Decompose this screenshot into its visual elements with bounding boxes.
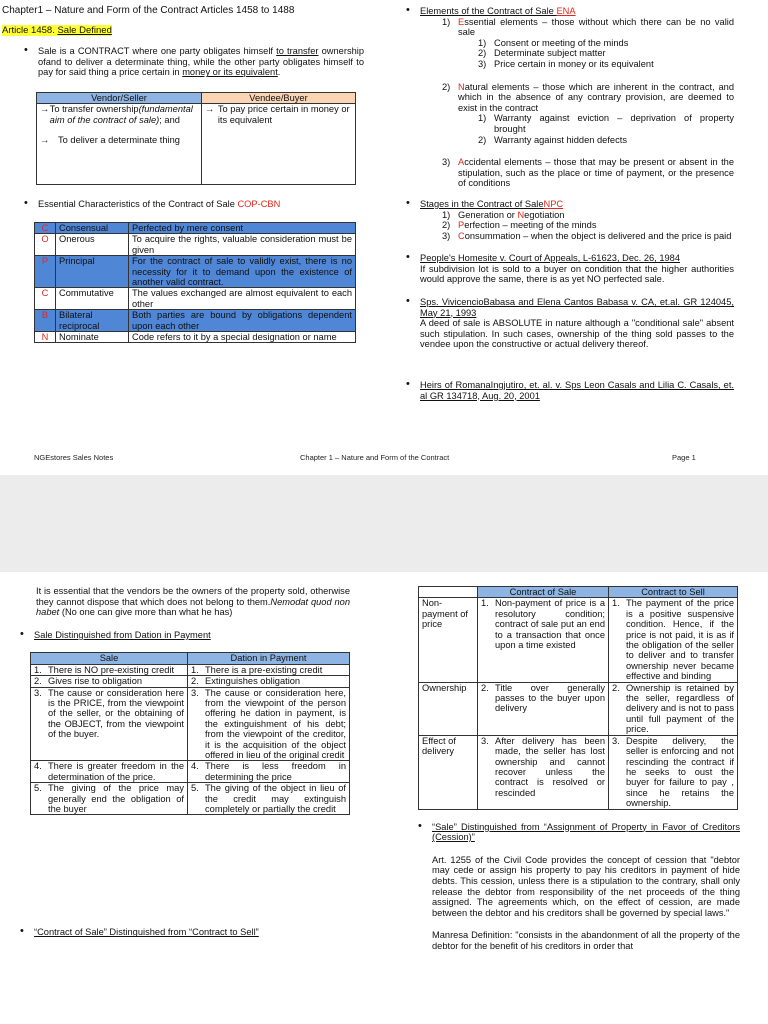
- element-item: 1) Warranty against eviction – deprivation of property brought: [478, 113, 734, 134]
- vendor-header: Vendor/Seller: [37, 92, 202, 103]
- cts-sell-cell: 2. Ownership is retained by the seller, regardless of delivery and is not to pass until full payment of the price.: [609, 682, 738, 735]
- element-item: 3) Price certain in money or its equivalent: [478, 58, 654, 69]
- article-heading: Article 1458. Sale Defined: [2, 24, 112, 36]
- vendor-vendee-table: [36, 92, 356, 185]
- case-babasa: • Sps. VivicencioBabasa and Elena Cantos Babasa v. CA, et.al. GR 124045, May 21, 1993 A deed of sale is ABSOLUTE in nature although a "conditional sale" absent such stipulation. In such cases, ownership of the thing sold passes to the vendee upon the constructive or actual delivery thereof.: [406, 297, 734, 350]
- sale-cell: 4. There is greater freedom in the determination of the price.: [31, 761, 188, 783]
- dation-row: [31, 761, 350, 783]
- sale-definition: • Sale is a CONTRACT where one party obligates himself to transfer ownership ofand to deliver a determinate thing, while the other party obligates himself to pay for said thing a price certain in money or its equivalent.: [24, 46, 364, 78]
- element-item: 2) Warranty against hidden defects: [478, 134, 627, 145]
- dation-row: [31, 783, 350, 815]
- case-2-link[interactable]: • Sps. VivicencioBabasa and Elena Cantos Babasa v. CA, et.al. GR 124045, May 21, 1993: [420, 297, 734, 318]
- sale-cell: 3. The cause or consideration here is the PRICE, from the viewpoint of the seller, or the obtaining of the OBJECT, from the viewpoint of the buyer.: [31, 687, 188, 761]
- char-name: Commutative: [56, 288, 129, 310]
- char-letter: O: [35, 234, 56, 256]
- dation-cell: 4. There is less freedom in determining the price: [188, 761, 350, 783]
- char-letter: C: [35, 222, 56, 233]
- dation-col-dation: Dation in Payment: [188, 653, 350, 664]
- element-item: 2) Determinate subject matter: [478, 48, 606, 59]
- characteristic-row: [35, 234, 356, 256]
- chapter-title: Chapter1 – Nature and Form of the Contract Articles 1458 to 1488: [2, 5, 295, 16]
- vendee-obligations: → To pay price certain in money or its equivalent: [202, 104, 356, 185]
- cts-sale-cell: 1. Non-payment of price is a resolutory condition; contract of sale put an end to a transaction that once upon a time existed: [478, 598, 609, 682]
- sale-cell: 2. Gives rise to obligation: [31, 676, 188, 687]
- contract-to-sell-table: [418, 586, 738, 810]
- case-1-link[interactable]: • People's Homesite v. Court of Appeals, L-61623, Dec. 26, 1984: [420, 253, 681, 264]
- vendee-header: Vendee/Buyer: [202, 92, 356, 103]
- cts-row: [419, 682, 738, 735]
- characteristic-row: [35, 310, 356, 332]
- essential-elements: 1) Essential elements – those without which there can be no valid sale: [442, 16, 734, 38]
- cts-row-label: Ownership: [419, 682, 478, 735]
- natural-elements-list: [478, 113, 734, 145]
- essential-elements-list: [478, 38, 734, 70]
- stage-item: 2) Perfection – meeting of the minds: [442, 220, 597, 231]
- case-peoples-homesite: • People's Homesite v. Court of Appeals, L-61623, Dec. 26, 1984 If subdivision lot is sold to a buyer on condition that the higher authorities would approve the same, there is as yet NO perfected sale.: [406, 253, 734, 285]
- cts-row: [419, 598, 738, 682]
- cts-row: [419, 735, 738, 809]
- right-column-2: [418, 586, 740, 951]
- cts-col-blank: [419, 587, 478, 598]
- char-letter: C: [35, 288, 56, 310]
- dation-table: [30, 652, 350, 815]
- cts-sale-cell: 3. After delivery has been made, the seller has lost ownership and cannot recover unless the contract is resolved or rescinded: [478, 735, 609, 809]
- left-column: [2, 5, 365, 343]
- characteristics-table: [34, 222, 356, 343]
- char-desc: Code refers to it by a special designation or name: [129, 332, 356, 343]
- dation-cell: 1. There is a pre-existing credit: [188, 664, 350, 675]
- dation-row: [31, 676, 350, 687]
- intro-paragraph: It is essential that the vendors be the owners of the property sold, otherwise they cannot dispose that which does not belong to them.Nemodat quod non habet (No one can give more than what he has): [36, 586, 350, 618]
- cts-sell-cell: 1. The payment of the price is a positive suspensive condition. Hence, if the price is not paid, it is as if the obligation of the seller to deliver and to transfer ownership never became effective and binding: [609, 598, 738, 682]
- dation-cell: 5. The giving of the object in lieu of the credit may extinguish completely or partially the credit: [188, 783, 350, 815]
- cts-sell-cell: 3. Despite delivery, the seller is enforcing and not rescinding the contract if he seeks to oust the buyer for failure to pay , since he retains the ownership.: [609, 735, 738, 809]
- char-desc: Both parties are bound by obligations dependent upon each other: [129, 310, 356, 332]
- page-2: [0, 572, 768, 1024]
- art-1255: Art. 1255 of the Civil Code provides the concept of cession that "debtor may cede or assign his property to pay his creditors in payment of hide debts. This cession, unless there is a stipulation to the contrary, shall only release the debtor from responsibility of the net proceeds of the thing assigned. The agreements which, on the effect of cession, are made between the debtor and his creditors shall be governed by special laws.": [432, 854, 740, 918]
- dation-col-sale: Sale: [31, 653, 188, 664]
- article-link[interactable]: Sale Defined: [57, 24, 112, 36]
- char-name: Nominate: [56, 332, 129, 343]
- cos-heading: • “Contract of Sale” Distinguished from “Contract to Sell”: [20, 927, 350, 938]
- stages-list: [442, 210, 734, 242]
- vendor-obligations: → To transfer ownership(fundamental aim of the contract of sale); and → To deliver a determinate thing: [37, 104, 202, 185]
- characteristic-row: [35, 256, 356, 288]
- footer-page-number: Page 1: [672, 453, 696, 462]
- char-name: Bilateral reciprocal: [56, 310, 129, 332]
- accidental-elements: 3) Accidental elements – those that may be present or absent in the stipulation, such as the place or time of payment, or the presence of conditions: [442, 157, 734, 189]
- manresa-definition: Manresa Definition: "consists in the abandonment of all the property of the debtor for the benefit of his creditors in order that: [432, 930, 740, 951]
- page-1: [0, 0, 768, 475]
- cts-col-sale: Contract of Sale: [478, 587, 609, 598]
- stages-heading: • Stages in the Contract of SaleNPC: [406, 199, 734, 210]
- footer-center: Chapter 1 – Nature and Form of the Contract: [300, 453, 450, 462]
- element-item: 1) Consent or meeting of the minds: [478, 37, 629, 48]
- cts-row-label: Effect of delivery: [419, 735, 478, 809]
- dation-row: [31, 664, 350, 675]
- char-letter: P: [35, 256, 56, 288]
- assignment-heading: • “Sale” Distinguished from “Assignment of Property in Favor of Creditors (Cession)”: [418, 822, 740, 843]
- stage-item: 1) Generation or Negotiation: [442, 209, 565, 220]
- dation-cell: 2. Extinguishes obligation: [188, 676, 350, 687]
- cts-col-sell: Contract to Sell: [609, 587, 738, 598]
- footer-left: NGEstores Sales Notes: [34, 453, 114, 462]
- char-letter: B: [35, 310, 56, 332]
- char-letter: N: [35, 332, 56, 343]
- characteristic-row: [35, 332, 356, 343]
- char-name: Onerous: [56, 234, 129, 256]
- characteristic-row: [35, 222, 356, 233]
- char-desc: The values exchanged are almost equivalent to each other: [129, 288, 356, 310]
- dation-heading: • Sale Distinguished from Dation in Payment: [20, 630, 350, 641]
- cts-row-label: Non-payment of price: [419, 598, 478, 682]
- sale-cell: 5. The giving of the price may generally end the obligation of the buyer: [31, 783, 188, 815]
- sale-cell: 1. There is NO pre-existing credit: [31, 664, 188, 675]
- dation-row: [31, 687, 350, 761]
- char-desc: To acquire the rights, valuable consideration must be given: [129, 234, 356, 256]
- dation-cell: 3. The cause or consideration here, from the viewpoint of the person offering he dation in payment, is the extinguishment of his debt; from the viewpoint of the creditor, it is the acquisition of the object offered in lieu of the original credit: [188, 687, 350, 761]
- case-ingjutiro: [406, 380, 734, 401]
- stage-item: 3) Consummation – when the object is delivered and the price is paid: [442, 230, 732, 241]
- case-3-link[interactable]: • Heirs of RomanaIngjutiro, et. al. v. Sps Leon Casals and Lilia C. Casals, et. al GR 134718, Aug. 20, 2001: [420, 380, 734, 401]
- essential-chars-heading: • Essential Characteristics of the Contract of Sale COP-CBN: [24, 199, 352, 210]
- left-column-2: [36, 586, 350, 938]
- char-name: Consensual: [56, 222, 129, 233]
- cts-sale-cell: 2. Title over generally passes to the buyer upon delivery: [478, 682, 609, 735]
- char-name: Principal: [56, 256, 129, 288]
- char-desc: For the contract of sale to validly exist, there is no necessity for it to demand upon the existence of another valid contract.: [129, 256, 356, 288]
- characteristic-row: [35, 288, 356, 310]
- elements-heading: • Elements of the Contract of Sale ENA: [406, 6, 734, 17]
- natural-elements: 2) Natural elements – those which are inherent in the contract, and which in the absence of any contrary provision, are deemed to exist in the contract: [442, 81, 734, 113]
- char-desc: Perfected by mere consent: [129, 222, 356, 233]
- right-column: [406, 6, 734, 401]
